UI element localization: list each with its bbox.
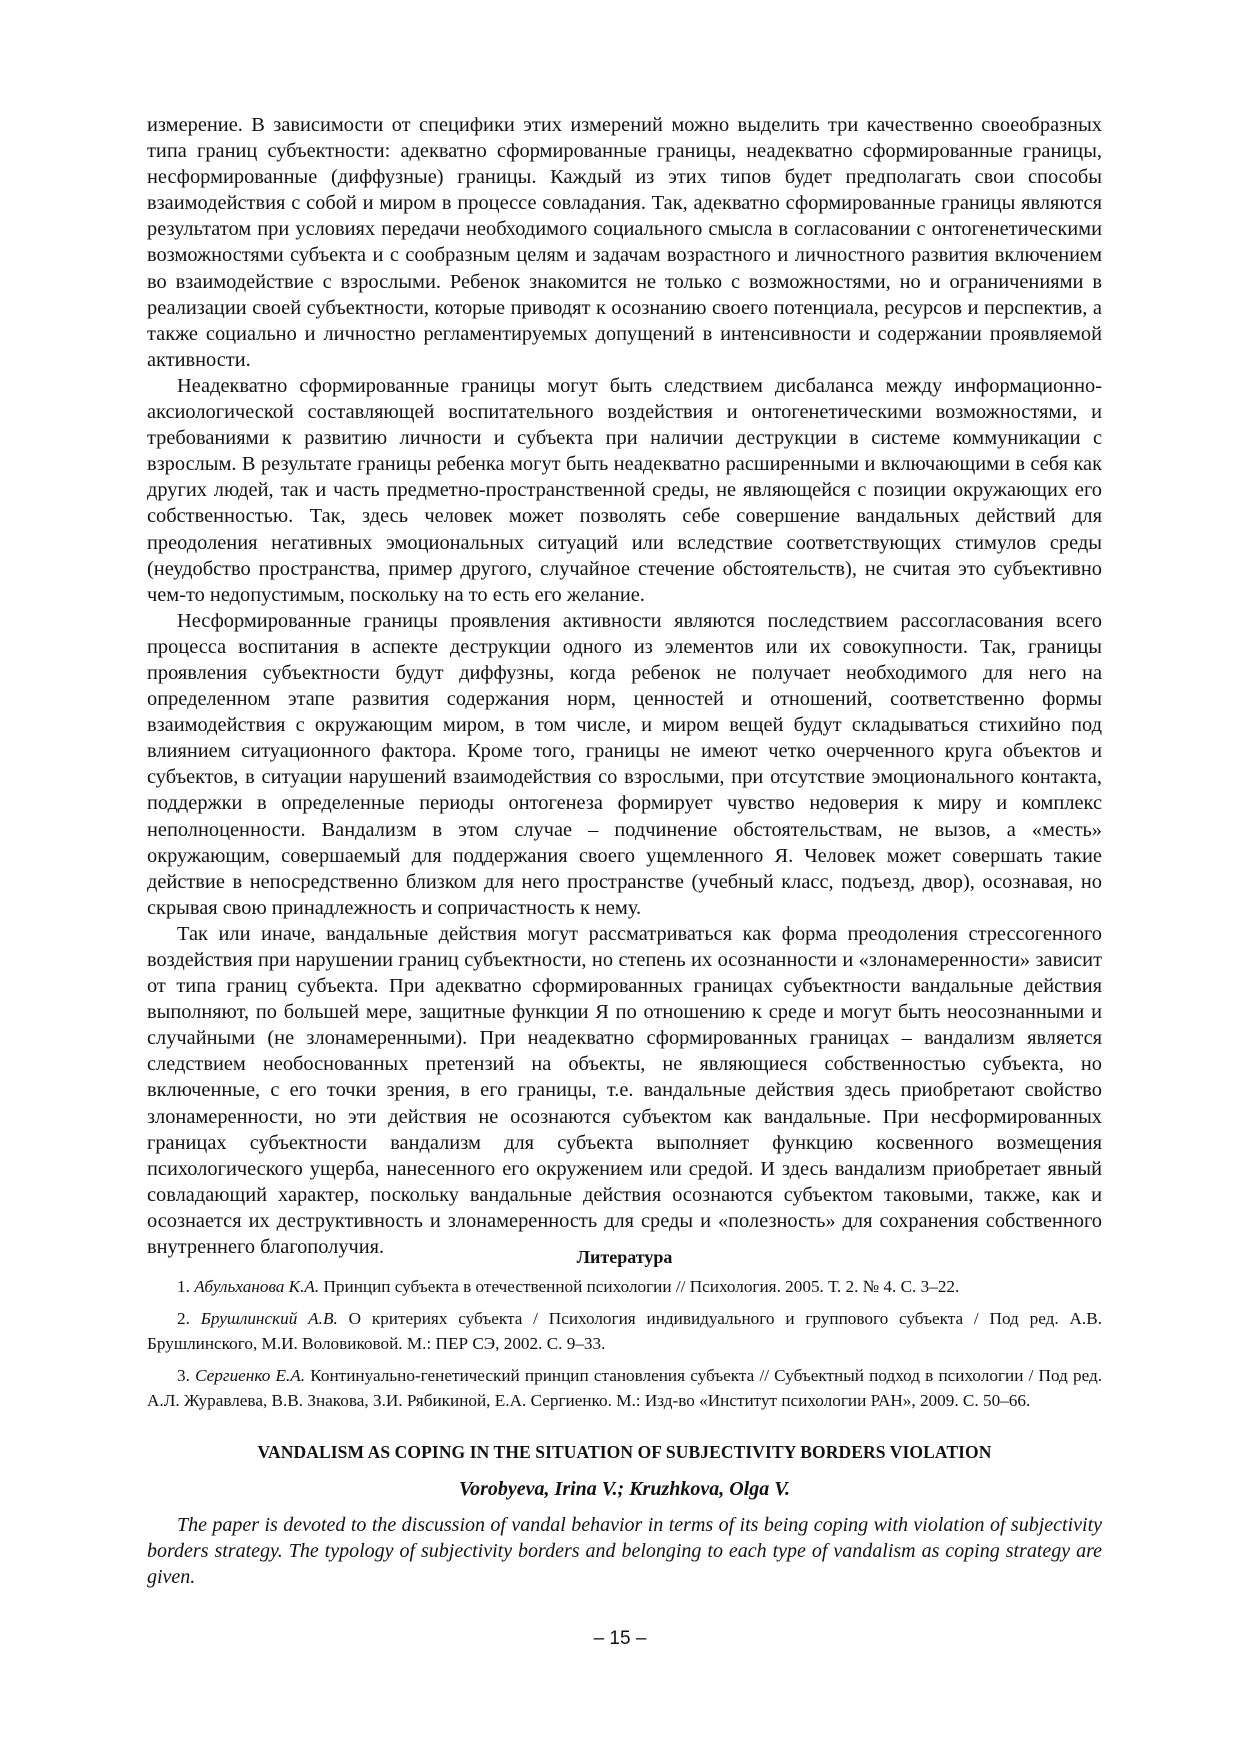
paragraph-2: Неадекватно сформированные границы могут быть следствием дисбаланса между информационно-аксиологической составляющей воспитательного воздействия и онтогенетическими возможностями, и требованиями к развитию личности и субъекта при наличии деструкции в системе коммуникации с взрослым. В результате границы ребенка могут быть неадекватно расширенными и включающими в себя как других людей, так и часть предметно-пространственной среды, не являющейся с позиции окружающих его собственностью. Так, здесь человек может позволять себе совершение вандальных действий для преодоления негативных эмоциональных ситуаций или вследствие соответствующих стимулов среды (неудобство пространства, пример другого, случайное стечение обстоятельств), не считая это субъективно чем-то недопустимым, поскольку на то есть его желание. xyxy=(147,374,1102,606)
paragraph-4: Так или иначе, вандальные действия могут рассматриваться как форма преодоления стрессогенного воздействия при нарушении границ субъектности, но степень их осознанности и «злонамеренности» зависит от типа границ субъекта. При адекватно сформированных границах субъектности вандальные действия выполняют, по большей мере, защитные функции Я по отношению к среде и могут быть неосознанными и случайными (не злонамеренными). При неадекватно сформированных границах – вандализм является следствием необоснованных претензий на объекты, не являющиеся собственностью субъекта, но включенные, с его точки зрения, в его границы, т.е. вандальные действия здесь приобретают свойство злонамеренности, но эти действия не осознаются субъектом как вандальные. При несформированных границах субъектности вандализм для субъекта выполняет функцию косвенного возмещения психологического ущерба, нанесенного его окружением или средой. И здесь вандализм приобретает явный совладающий характер, поскольку вандальные действия осознаются субъектом таковыми, также, как и осознается их деструктивность и злонамеренность для среды и «полезность» для сохранения собственного внутреннего благополучия. xyxy=(147,922,1102,1259)
paragraph-3: Несформированные границы проявления активности являются последствием рассогласования всего процесса воспитания в аспекте деструкции одного из элементов или их совокупности. Так, границы проявления субъектности будут диффузны, когда ребенок не получает необходимого для него на определенном этапе развития содержания норм, ценностей и отношений, соответственно формы взаимодействия с окружающим миром, в том числе, и миром вещей будут складываться стихийно под влиянием ситуационного фактора. Кроме того, границы не имеют четко очерченного круга объектов и субъектов, в ситуации нарушений взаимодействия со взрослыми, при отсутствие эмоционального контакта, поддержки в определенные периоды онтогенеза формирует чувство недоверия к миру и комплекс неполноценности. Вандализм в этом случае – подчинение обстоятельствам, не вызов, а «месть» окружающим, совершаемый для поддержания своего ущемленного Я. Человек может совершать такие действие в непосредственно близком для него пространстве (учебный класс, подъезд, двор), осознавая, но скрывая свою принадлежность и сопричастность к нему. xyxy=(147,609,1102,919)
paragraph-1: измерение. В зависимости от специфики этих измерений можно выделить три качественно своеобразных типа границ субъектности: адекватно сформированные границы, неадекватно сформированные границы, несформированные (диффузные) границы. Каждый из этих типов будет предполагать свои способы взаимодействия с собой и миром в процессе совладания. Так, адекватно сформированные границы являются результатом при условиях передачи необходимого социального смысла в согласовании с онтогенетическими возможностями субъекта и с сообразным целям и задачам возрастного и личностного развития включением во взаимодействие с взрослыми. Ребенок знакомится не только с возможностями, но и ограничениями в реализации своей субъектности, которые приводят к осознанию своего потенциала, ресурсов и перспектив, а также социально и личностно регламентируемых допущений в интенсивности и содержании проявляемой активности. xyxy=(147,114,1102,371)
page-number: – 15 – xyxy=(593,1628,647,1649)
reference-text: О критериях субъекта / Психология индивидуального и группового субъекта / Под ред. А.В. Брушлинского, М.И. Воловиковой. М.: ПЕР СЭ, 2002. С. 9–33. xyxy=(147,1309,1102,1353)
reference-number: 3. xyxy=(177,1366,190,1385)
reference-text: Принцип субъекта в отечественной психологии // Психология. 2005. Т. 2. № 4. С. 3–22. xyxy=(323,1277,960,1296)
reference-text: Континуально-генетический принцип становления субъекта // Субъектный подход в психологии / Под ред. А.Л. Журавлева, В.В. Знакова, З.И. Рябикиной, Е.А. Сергиенко. М.: Изд-во «Институт психологии РАН», 2009. С. 50–66. xyxy=(147,1366,1103,1410)
reference-author: Сергиенко Е.А. xyxy=(195,1366,306,1385)
reference-item xyxy=(147,1363,1102,1413)
english-abstract: The paper is devoted to the discussion of vandal behavior in terms of its being coping with violation of subjectivity borders strategy. The typology of subjectivity borders and belonging to each type of vandalism as coping strategy are given. xyxy=(147,1514,1102,1588)
reference-item xyxy=(147,1274,1102,1299)
english-title: VANDALISM AS COPING IN THE SITUATION OF SUBJECTIVITY BORDERS VIOLATION xyxy=(257,1442,992,1462)
english-authors: Vorobyeva, Irina V.; Kruzhkova, Olga V. xyxy=(459,1478,790,1500)
references-section xyxy=(147,1245,1102,1420)
reference-author: Абульханова К.А. xyxy=(194,1277,320,1296)
reference-number: 2. xyxy=(177,1309,190,1328)
main-text xyxy=(147,112,1102,1260)
reference-number: 1. xyxy=(177,1277,190,1296)
reference-item xyxy=(147,1306,1102,1356)
reference-author: Брушлинский А.В. xyxy=(200,1309,338,1328)
references-heading: Литература xyxy=(576,1247,673,1267)
